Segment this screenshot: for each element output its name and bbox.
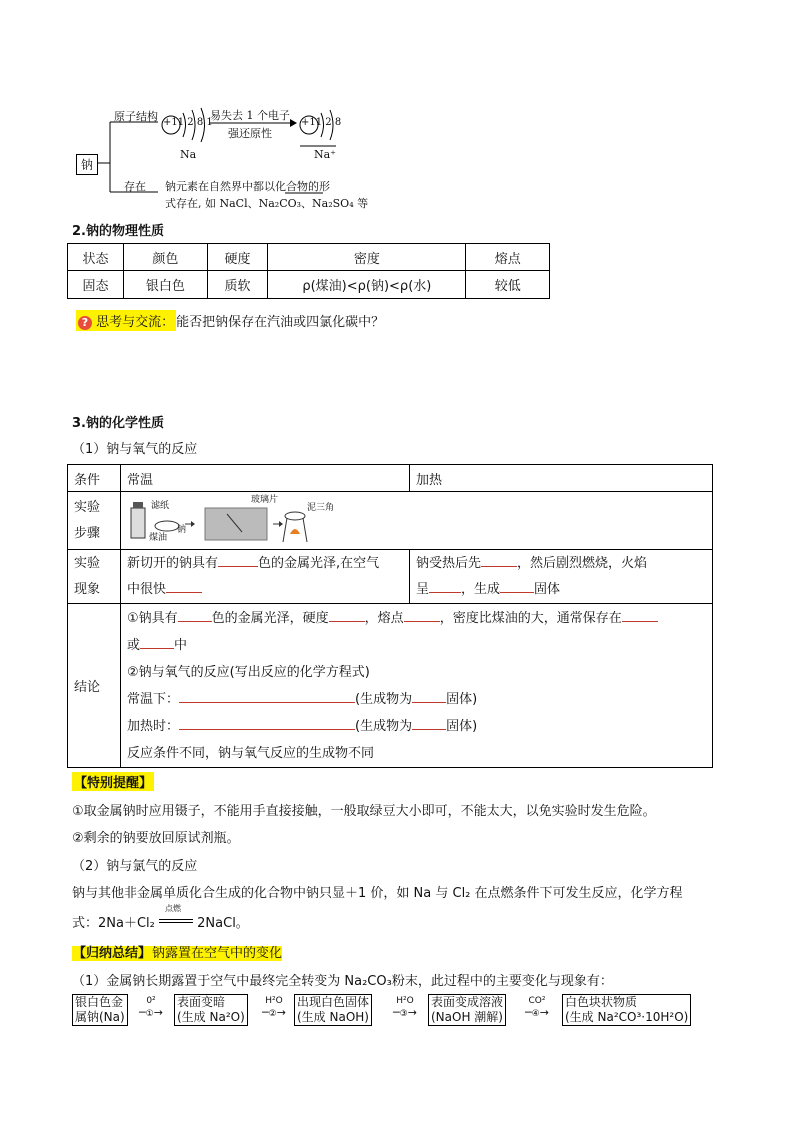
easy-lose-text: 易失去 1 个电子 — [210, 109, 290, 122]
flow-arrow-4: CO² ─④→ — [525, 996, 549, 1019]
exist-line1: 钠元素在自然界中都以化合物的形 — [165, 180, 330, 193]
cell: 固态 — [68, 271, 124, 299]
branch-exist: 存在 — [124, 180, 146, 193]
cell: 质软 — [207, 271, 268, 299]
section3-title: 3.钠的化学性质 — [72, 416, 164, 431]
sub1-title: （1）钠与氧气的反应 — [72, 442, 198, 457]
think-label-wrap — [76, 310, 176, 331]
section2-title: 2.钠的物理性质 — [72, 224, 164, 239]
cond-label: 条件 — [68, 465, 121, 492]
phen-normal: 新切开的钠具有 色的金属光泽,在空气 中很快 — [121, 550, 410, 604]
chlorine-p1: 钠与其他非金属单质化合生成的化合物中钠只显＋1 价，如 Na 与 Cl₂ 在点燃条件下可发生反应，化学方程 — [72, 886, 683, 901]
cell: 银白色 — [124, 271, 208, 299]
flow-arrow-3: H²O ─③→ — [393, 996, 417, 1019]
img-label: 煤油 — [149, 533, 168, 543]
normal-header: 常温 — [121, 465, 410, 492]
chlorine-p2: 式：2Na＋Cl₂ 点燃 2NaCl。 — [72, 904, 249, 931]
heat-header: 加热 — [410, 465, 713, 492]
think-text: 能否把钠保存在汽油或四氯化碳中？ — [176, 315, 385, 330]
na-shells: +11 2 8 1 — [163, 117, 213, 128]
flow-arrow-1: 0² ─①→ — [139, 996, 163, 1019]
sub2-title: （2）钠与氯气的反应 — [72, 859, 198, 874]
reminder-2: ②剩余的钠要放回原试剂瓶。 — [72, 831, 240, 846]
phen-label: 实验 现象 — [68, 550, 121, 604]
root-box: 钠 — [76, 154, 98, 175]
concl-label: 结论 — [68, 604, 121, 768]
img-label: 玻璃片 — [251, 495, 279, 505]
strong-reduce-text: 强还原性 — [228, 127, 272, 140]
ignite-arrow: 点燃 — [159, 912, 193, 923]
flow-box-darken: 表面变暗 (生成 Na²O) — [174, 994, 248, 1026]
col-header: 状态 — [68, 244, 124, 271]
physical-properties-table — [67, 243, 550, 299]
col-header: 熔点 — [466, 244, 550, 271]
na-ion-label: Na⁺ — [314, 148, 336, 161]
branch-structure: 原子结构 — [114, 110, 158, 123]
col-header: 密度 — [268, 244, 466, 271]
think-exchange — [76, 310, 384, 330]
img-label: 滤纸 — [151, 501, 170, 511]
steps-label: 实验 步骤 — [68, 492, 121, 550]
oxygen-reaction-table — [67, 464, 713, 768]
na-ion-shells: +11 2 8 — [301, 117, 342, 128]
col-header: 硬度 — [207, 244, 268, 271]
summary-title: 【归纳总结】钠露置在空气中的变化 — [73, 946, 283, 961]
summary-intro: （1）金属钠长期露置于空气中最终完全转变为 Na₂CO₃粉末，此过程中的主要变化与现象有： — [72, 974, 613, 989]
phen-heat: 钠受热后先 ，然后剧烈燃烧，火焰 呈 ，生成 固体 — [410, 550, 713, 604]
cell: ρ(煤油)<ρ(钠)<ρ(水) — [268, 271, 466, 299]
reminder-1: ①取金属钠时应用镊子，不能用手直接接触，一般取绿豆大小即可，不能太大，以免实验时发生危险。 — [72, 804, 656, 819]
na-label: Na — [180, 148, 197, 161]
img-label: 泥三角 — [307, 503, 335, 513]
flow-box-white-lump: 白色块状物质 (生成 Na²CO³·10H²O) — [562, 994, 691, 1026]
img-label: 钠 — [177, 525, 187, 535]
flow-arrow-2: H²O ─②→ — [262, 996, 286, 1019]
cell: 较低 — [466, 271, 550, 299]
reminder-title: 【特别提醒】 — [72, 772, 154, 791]
col-header: 颜色 — [124, 244, 208, 271]
flow-box-solution: 表面变成溶液 (NaOH 潮解) — [428, 994, 506, 1026]
question-icon: ? — [78, 316, 92, 330]
steps-images — [121, 492, 713, 550]
conclusion-cell: ①钠具有 色的金属光泽，硬度 ，熔点 ，密度比煤油的大，通常保存在 或 中 ②钠与氧气的反应(写出反应的化学方程式) 常温下： (生成物为 固体) 加热时： (生成物为 固体) 反应条件不同，钠与氧气反应的生成物不同 — [121, 604, 713, 768]
think-label: 思考与交流： — [96, 315, 175, 330]
flow-box-white-solid: 出现白色固体 (生成 NaOH) — [294, 994, 372, 1026]
flow-box-sodium: 银白色金 属钠(Na) — [72, 994, 128, 1026]
exist-line2: 式存在, 如 NaCl、Na₂CO₃、Na₂SO₄ 等 — [165, 197, 369, 210]
